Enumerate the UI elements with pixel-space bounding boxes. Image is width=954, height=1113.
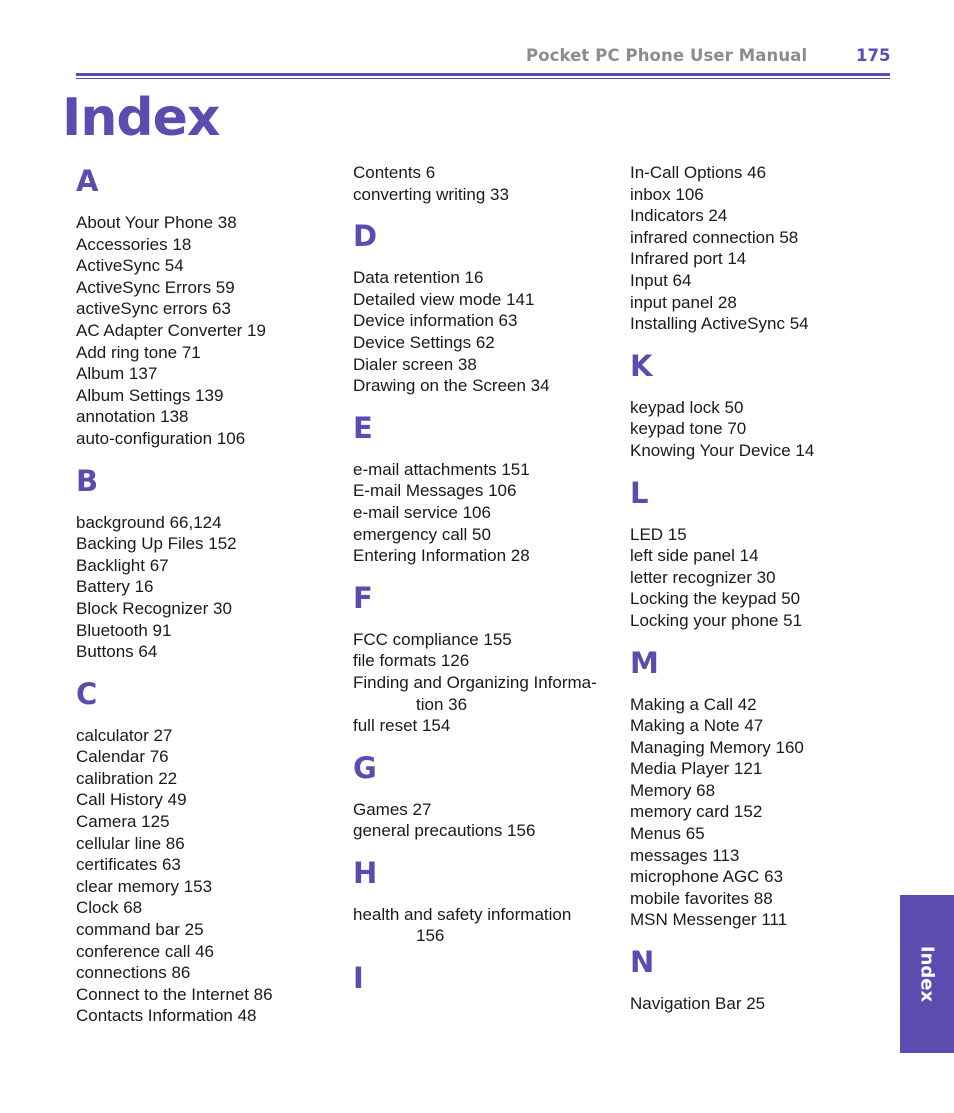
entry-text: Detailed view mode 141 xyxy=(353,289,535,309)
index-entry xyxy=(76,746,344,768)
entry-continuation: 156 xyxy=(416,926,445,946)
entry-text: health and safety information xyxy=(353,904,572,924)
section-letter: B xyxy=(76,463,99,498)
entry-text: Making a Call 42 xyxy=(630,694,757,714)
index-entry xyxy=(353,310,621,332)
index-entry xyxy=(76,212,344,234)
entry-text: certificates 63 xyxy=(76,855,181,875)
index-section xyxy=(353,579,621,737)
section-letter: M xyxy=(630,645,659,680)
index-section xyxy=(353,409,621,567)
index-entry xyxy=(630,737,898,759)
entry-text: Games 27 xyxy=(353,799,432,819)
index-entry xyxy=(630,715,898,737)
index-entry xyxy=(76,342,344,364)
index-section xyxy=(353,749,621,842)
entry-text: Battery 16 xyxy=(76,577,154,597)
entry-text: Device Settings 62 xyxy=(353,332,495,352)
header-rule-thin xyxy=(76,78,890,79)
entry-text: cellular line 86 xyxy=(76,833,185,853)
index-entry xyxy=(630,248,898,270)
section-letter: N xyxy=(630,945,655,980)
index-entry xyxy=(76,576,344,598)
entry-text: ActiveSync Errors 59 xyxy=(76,277,235,297)
entry-text: memory card 152 xyxy=(630,802,763,822)
entry-text: Navigation Bar 25 xyxy=(630,994,766,1014)
index-entry xyxy=(630,292,898,314)
index-entry xyxy=(353,267,621,289)
index-entry xyxy=(630,440,898,462)
index-entry xyxy=(630,524,898,546)
index-entry xyxy=(76,941,344,963)
entry-text: input panel 28 xyxy=(630,292,737,312)
entry-text: In-Call Options 46 xyxy=(630,163,767,182)
entry-text: full reset 154 xyxy=(353,716,451,736)
index-entry xyxy=(630,823,898,845)
entry-text: AC Adapter Converter 19 xyxy=(76,320,266,340)
entry-text: left side panel 14 xyxy=(630,546,759,566)
index-entry xyxy=(353,289,621,311)
index-entry xyxy=(630,909,898,931)
index-entry xyxy=(76,406,344,428)
entry-text: Entering Information 28 xyxy=(353,546,530,566)
entry-text: Media Player 121 xyxy=(630,759,763,779)
entry-text: Block Recognizer 30 xyxy=(76,598,232,618)
entry-text: Device information 63 xyxy=(353,311,518,331)
entry-text: Buttons 64 xyxy=(76,642,158,662)
index-entry xyxy=(76,298,344,320)
entry-text: Locking your phone 51 xyxy=(630,610,803,630)
index-entry xyxy=(76,277,344,299)
entry-text: Backing Up Files 152 xyxy=(76,534,237,554)
index-entry xyxy=(630,545,898,567)
entry-text: Indicators 24 xyxy=(630,206,728,226)
index-entry xyxy=(630,162,898,184)
entry-text: About Your Phone 38 xyxy=(76,213,237,232)
entry-text: e-mail attachments 151 xyxy=(353,459,530,479)
index-entry xyxy=(76,833,344,855)
entry-text: calibration 22 xyxy=(76,768,178,788)
entry-text: Album 137 xyxy=(76,364,158,384)
index-entry xyxy=(630,588,898,610)
index-column-2 xyxy=(353,162,621,1009)
entry-text: keypad tone 70 xyxy=(630,419,747,439)
entry-text: Camera 125 xyxy=(76,812,170,832)
index-entry xyxy=(630,227,898,249)
index-section xyxy=(630,644,898,932)
entry-text: letter recognizer 30 xyxy=(630,567,776,587)
index-entry xyxy=(630,866,898,888)
entry-text: ActiveSync 54 xyxy=(76,256,184,276)
index-entry xyxy=(76,768,344,790)
index-entry xyxy=(630,567,898,589)
entry-text: connections 86 xyxy=(76,963,191,983)
index-entry xyxy=(76,598,344,620)
index-section xyxy=(630,347,898,462)
entry-text: Making a Note 47 xyxy=(630,716,764,736)
entry-text: Accessories 18 xyxy=(76,234,192,254)
index-entry xyxy=(630,313,898,335)
entry-text: Contents 6 xyxy=(353,163,436,182)
index-entry xyxy=(76,789,344,811)
entry-text: auto-configuration 106 xyxy=(76,428,246,448)
entry-text: Data retention 16 xyxy=(353,268,484,288)
index-side-tab[interactable] xyxy=(900,895,954,1053)
page-title: Index xyxy=(62,88,220,148)
index-section xyxy=(76,162,344,450)
entry-text: microphone AGC 63 xyxy=(630,867,784,887)
entry-text: Drawing on the Screen 34 xyxy=(353,376,550,396)
index-entry xyxy=(630,397,898,419)
index-entry xyxy=(353,524,621,546)
index-entry xyxy=(353,820,621,842)
entry-text: Album Settings 139 xyxy=(76,385,224,405)
index-entry xyxy=(76,919,344,941)
index-column-1 xyxy=(76,162,344,1039)
entry-text: mobile favorites 88 xyxy=(630,888,773,908)
index-entry xyxy=(630,184,898,206)
entry-text: Call History 49 xyxy=(76,790,187,810)
index-entry xyxy=(630,270,898,292)
index-entry xyxy=(76,1005,344,1027)
section-letter: L xyxy=(630,475,649,510)
section-letter: G xyxy=(353,750,377,785)
index-entry xyxy=(630,780,898,802)
index-entry xyxy=(353,650,621,672)
index-entry xyxy=(353,799,621,821)
entry-text: messages 113 xyxy=(630,845,740,865)
index-entry xyxy=(353,904,621,947)
entry-text: FCC compliance 155 xyxy=(353,629,512,649)
index-section xyxy=(630,474,898,632)
entry-text: Calendar 76 xyxy=(76,747,169,767)
entry-text: Input 64 xyxy=(630,270,692,290)
entry-text: Contacts Information 48 xyxy=(76,1006,257,1026)
section-letter: F xyxy=(353,580,373,615)
index-column-3 xyxy=(630,162,898,1027)
index-entry xyxy=(630,801,898,823)
section-letter: D xyxy=(353,219,378,254)
index-entry xyxy=(353,545,621,567)
section-letter: C xyxy=(76,676,98,711)
entry-text: inbox 106 xyxy=(630,184,704,204)
index-entry xyxy=(353,629,621,651)
index-entry xyxy=(353,715,621,737)
index-entry xyxy=(353,480,621,502)
side-tab-label: Index xyxy=(916,945,938,1003)
index-entry xyxy=(76,255,344,277)
index-entry xyxy=(630,418,898,440)
entry-text: Memory 68 xyxy=(630,780,716,800)
entry-text: LED 15 xyxy=(630,524,687,544)
entry-text: file formats 126 xyxy=(353,651,470,671)
index-entry xyxy=(76,385,344,407)
entry-text: Add ring tone 71 xyxy=(76,342,201,362)
section-letter: E xyxy=(353,410,373,445)
index-section xyxy=(353,959,621,997)
index-entry xyxy=(76,897,344,919)
section-letter: K xyxy=(630,348,653,383)
entry-text: general precautions 156 xyxy=(353,821,536,841)
index-entry xyxy=(630,845,898,867)
section-letter: A xyxy=(76,164,99,198)
entry-text: Finding and Organizing Informa- xyxy=(353,672,597,692)
index-entry xyxy=(76,641,344,663)
entry-text: Infrared port 14 xyxy=(630,249,747,269)
index-entry xyxy=(76,811,344,833)
entry-text: command bar 25 xyxy=(76,920,204,940)
entry-text: e-mail service 106 xyxy=(353,502,491,522)
index-entry xyxy=(76,363,344,385)
index-entry xyxy=(76,876,344,898)
entry-text: Knowing Your Device 14 xyxy=(630,440,815,460)
index-section xyxy=(76,675,344,1027)
entry-text: Bluetooth 91 xyxy=(76,620,172,640)
index-entry xyxy=(76,533,344,555)
entry-text: Backlight 67 xyxy=(76,555,169,575)
entry-text: keypad lock 50 xyxy=(630,397,744,417)
index-entry xyxy=(76,984,344,1006)
index-entry xyxy=(76,854,344,876)
entry-text: E-mail Messages 106 xyxy=(353,481,517,501)
entry-text: conference call 46 xyxy=(76,941,214,961)
manual-title: Pocket PC Phone User Manual xyxy=(526,46,808,65)
entry-text: calculator 27 xyxy=(76,725,173,745)
index-section xyxy=(76,462,344,663)
index-entry xyxy=(353,502,621,524)
index-entry xyxy=(353,375,621,397)
index-entry xyxy=(353,162,621,184)
index-entry xyxy=(76,620,344,642)
index-section xyxy=(630,162,898,335)
index-entry xyxy=(76,962,344,984)
page-number: 175 xyxy=(856,46,891,65)
entry-text: annotation 138 xyxy=(76,407,189,427)
index-section xyxy=(353,162,621,205)
index-entry xyxy=(353,354,621,376)
entry-text: infrared connection 58 xyxy=(630,227,799,247)
index-entry xyxy=(630,888,898,910)
entry-text: Managing Memory 160 xyxy=(630,737,804,757)
index-entry xyxy=(76,234,344,256)
index-entry xyxy=(353,672,621,715)
index-section xyxy=(353,854,621,947)
entry-text: Dialer screen 38 xyxy=(353,354,477,374)
index-entry xyxy=(76,725,344,747)
entry-text: clear memory 153 xyxy=(76,876,213,896)
index-entry xyxy=(353,184,621,206)
entry-text: MSN Messenger 111 xyxy=(630,910,788,930)
entry-text: activeSync errors 63 xyxy=(76,299,231,319)
index-section xyxy=(630,943,898,1015)
index-entry xyxy=(76,320,344,342)
section-letter: H xyxy=(353,855,378,890)
entry-continuation: tion 36 xyxy=(416,694,468,714)
header-rule xyxy=(76,73,890,76)
index-entry xyxy=(353,332,621,354)
index-entry xyxy=(76,555,344,577)
entry-text: emergency call 50 xyxy=(353,524,491,544)
entry-text: Clock 68 xyxy=(76,898,143,918)
entry-text: converting writing 33 xyxy=(353,184,509,204)
index-entry xyxy=(630,610,898,632)
index-entry xyxy=(76,512,344,534)
entry-text: Connect to the Internet 86 xyxy=(76,984,273,1004)
section-letter: I xyxy=(353,961,364,996)
index-section xyxy=(353,217,621,397)
index-entry xyxy=(630,205,898,227)
index-entry xyxy=(630,993,898,1015)
index-entry xyxy=(630,758,898,780)
entry-text: background 66,124 xyxy=(76,512,222,532)
entry-text: Menus 65 xyxy=(630,824,705,844)
index-entry xyxy=(76,428,344,450)
index-entry xyxy=(630,694,898,716)
entry-text: Installing ActiveSync 54 xyxy=(630,314,809,334)
entry-text: Locking the keypad 50 xyxy=(630,589,801,609)
index-entry xyxy=(353,459,621,481)
